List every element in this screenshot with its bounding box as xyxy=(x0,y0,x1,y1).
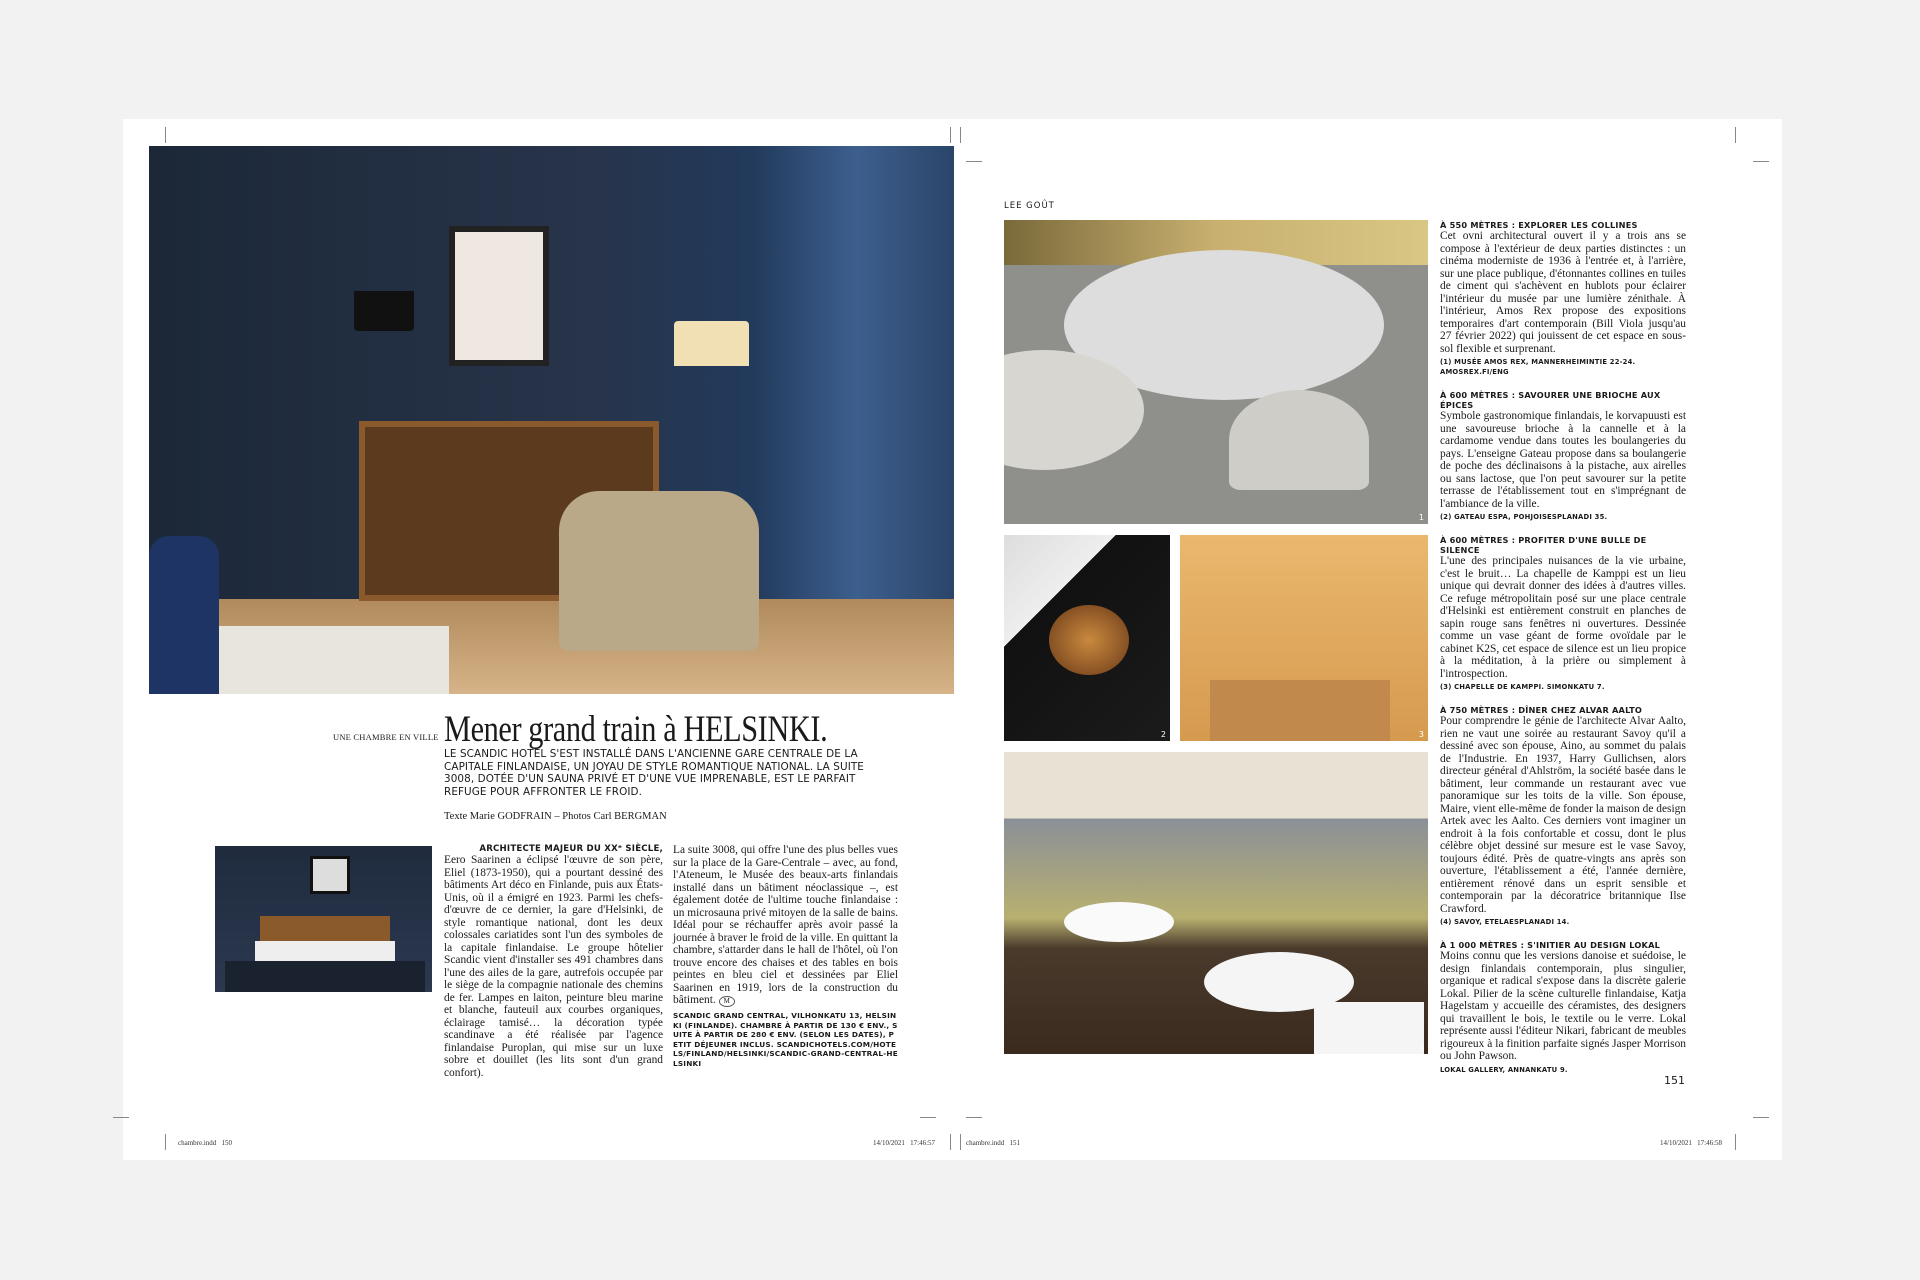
hotel-suite-photo xyxy=(149,146,954,694)
footer-file: chambre.indd 151 xyxy=(966,1139,1021,1147)
left-page xyxy=(123,119,960,1160)
section-info: LOKAL GALLERY, ANNANKATU 9. xyxy=(1440,1065,1568,1074)
addresses-column xyxy=(1440,220,1686,1088)
section-heading: À 750 MÈTRES : DÎNER CHEZ ALVAR AALTO xyxy=(1440,705,1643,715)
column-1 xyxy=(444,844,663,1079)
footer-date: 14/10/2021 17:46:58 xyxy=(1660,1139,1723,1147)
section-heading: À 600 MÈTRES : SAVOURER UNE BRIOCHE AUX ÉPICES xyxy=(1440,390,1661,410)
section-5 xyxy=(1440,940,1686,1075)
section-heading: À 1 000 MÈTRES : S'INITIER AU DESIGN LOKAL xyxy=(1440,940,1661,950)
column-1-text: Eero Saarinen a éclipsé l'œuvre de son père, Eliel (1873-1950), qui a pourtant dessiné des bâtiments Art déco en Finlande, puis aux États-Unis, où il a émigré en 1923. Parmi les chefs-d'œuvre de ce dernier, la gare d'Helsinki, de style romantique national, dont les deux colossales cariatides sont l'un des symboles de la capitale finlandaise. Le groupe hôtelier Scandic vient d'installer ses 491 chambres dans l'une des ailes de la gare, autrefois occupée par le siège de la compagnie nationale des chemins de fer. Lampes en laiton, peinture bleu marine et blanche, fauteuil aux courbes organiques, éclairage tamisé… la décoration typée scandinave a été réalisée par l'agence finlandaise Puroplan, qui mise sur un luxe sobre et douillet (les lits sont d'un grand confort). xyxy=(444,854,663,1079)
kamppi-chapel-photo xyxy=(1180,535,1428,741)
brioche-photo xyxy=(1004,535,1170,741)
section-text: L'une des principales nuisances de la vie urbaine, c'est le bruit… La chapelle de Kamppi est un lieu unique qui devrait donner des idées à d'autres villes. Ce refuge métropolitain posé sur une place centrale d'Helsinki est entièrement construit en planches de sapin rouge sans fenêtres ni ouvertures. Dessinée comme un vase géant de forme ovoïdale par le cabinet K2S, cet espace de silence est un lieu propice à la méditation, à la prière ou simplement à l'introspection. xyxy=(1440,555,1686,680)
section-1 xyxy=(1440,220,1686,377)
section-text: Cet ovni architectural ouvert il y a trois ans se compose à l'extérieur de deux parties distinctes : un cinéma moderniste de 1936 à l'entrée et, à l'arrière, sur une place publique, d'étonnantes collines en tuiles de ciment qui s'achèvent en hublots pour éclairer l'intérieur du musée par une lumière zénithale. À l'intérieur, Amos Rex propose des expositions temporaires d'art contemporain (Bill Viola jusqu'au 27 février 2022) qui jouissent de cet espace en sous-sol flexible et surprenant. xyxy=(1440,230,1686,355)
right-page xyxy=(960,119,1782,1160)
section-heading: À 550 MÈTRES : EXPLORER LES COLLINES xyxy=(1440,220,1638,230)
standfirst: LE SCANDIC HOTEL S'EST INSTALLÉ DANS L'ANCIENNE GARE CENTRALE DE LA CAPITALE FINLANDAISE, UN JOYAU DE STYLE ROMANTIQUE NATIONAL. LA SUITE 3008, DOTÉE D'UN SAUNA PRIVÉ ET D'UNE VUE IMPRENABLE, EST LE PARFAIT REFUGE POUR AFFRONTER LE FROID. xyxy=(444,748,864,798)
section-4 xyxy=(1440,705,1686,927)
section-info: (1) MUSÉE AMOS REX, MANNERHEIMINTIE 22-24. AMOSREX.FI/ENG xyxy=(1440,358,1636,376)
photo-number: 3 xyxy=(1418,730,1424,739)
section-info: (3) CHAPELLE DE KAMPPI. SIMONKATU 7. xyxy=(1440,683,1605,691)
section-3 xyxy=(1440,535,1686,692)
end-mark-icon: M xyxy=(719,996,735,1007)
section-text: Pour comprendre le génie de l'architecte Alvar Aalto, rien ne vaut une soirée au restaurant Savoy qu'il a dessiné avec son épouse, Aino, au sommet du palais de l'Industrie. En 1937, Harry Gullichsen, alors directeur général d'Ahlström, la société basée dans le bâtiment, leur commande un restaurant avec vue panoramique sur les toits de la ville. Son épouse, Maire, vient elle-même de fonder la maison de design Artek avec les Aalto. Ces derniers vont imaginer un endroit à la fois confortable et cossu, dont le plus célèbre objet dessiné sur mesure est le vase Savoy, toujours édité. Près de quatre-vingts ans après son ouverture, l'établissement a été, l'année dernière, entièrement rénové dans un esprit sensible et contemporain par la décoratrice britannique Ilse Crawford. xyxy=(1440,715,1686,915)
savoy-restaurant-photo xyxy=(1004,752,1428,1054)
footer-file: chambre.indd 150 xyxy=(178,1139,233,1147)
page-number: 151 xyxy=(1664,1074,1685,1087)
photo-number: 2 xyxy=(1160,730,1166,739)
section-label: LEE GOÛT xyxy=(1004,201,1055,211)
section-text: Symbole gastronomique finlandais, le korvapuusti est une savoureuse brioche à la cannelle et à la cardamome vendue dans toutes les boulangeries du pays. L'enseigne Gateau propose dans sa boulangerie de poche des déclinaisons à la pistache, aux airelles ou sans lactose, que l'on peut savourer sur la petite terrasse de l'établissement tout en s'imprégnant de l'ambiance de la ville. xyxy=(1440,410,1686,510)
section-text: Moins connu que les versions danoise et suédoise, le design finlandais contemporain, plus singulier, organique et radical s'expose dans la discrète galerie Lokal. Pilier de la scène culturelle finlandaise, Katja Hagelstam y accueille des céramistes, des designers qui travaillent le bois, le textile ou le verre. Lokal représente aussi l'éditeur Nikari, fabricant de meubles rigoureux à la finition parfaite signés Jasper Morrison ou John Pawson. xyxy=(1440,950,1686,1062)
photo-number: 4 xyxy=(1418,1043,1424,1052)
footer-date: 14/10/2021 17:46:57 xyxy=(873,1139,936,1147)
column-2 xyxy=(673,844,898,1068)
photo-number: 1 xyxy=(1418,513,1424,522)
section-info: (4) SAVOY, ETELAESPLANADI 14. xyxy=(1440,918,1570,926)
column-2-text: La suite 3008, qui offre l'une des plus belles vues sur la place de la Gare-Centrale – avec, au fond, l'Ateneum, le Musée des beaux-arts finlandais installé dans un bâtiment néoclassique –, est également dotée de l'ultime touche finlandaise : un microsauna privé mitoyen de la salle de bains. Idéal pour se réchauffer après avoir passé la journée à braver le froid de la ville. En quittant la chambre, s'attarder dans le hall de l'hôtel, où l'on trouve encore des chaises et des tables en bois peintes en bleu ciel et dessinées par Eliel Saarinen en 1919, lors de la construction du bâtiment. xyxy=(673,844,898,1006)
kicker: UNE CHAMBRE EN VILLE xyxy=(333,732,439,742)
section-2 xyxy=(1440,390,1686,522)
byline: Texte Marie GODFRAIN – Photos Carl BERGMAN xyxy=(444,811,667,822)
section-heading: À 600 MÈTRES : PROFITER D'UNE BULLE DE SILENCE xyxy=(1440,535,1647,555)
page-title: Mener grand train à HELSINKI. xyxy=(444,709,828,750)
section-info: (2) GATEAU ESPA, POHJOISESPLANADI 35. xyxy=(1440,513,1608,521)
hotel-info: SCANDIC GRAND CENTRAL, VILHONKATU 13, HELSINKI (FINLANDE). CHAMBRE À PARTIR DE 130 € ENV., SUITE À PARTIR DE 280 € ENV. (SELON LES DATES), PETIT DÉJEUNER INCLUS. SCANDICHOTELS.COM/HOTELS/FINLAND/HELSINKI/SCANDIC-GRAND-CENTRAL-HELSINKI xyxy=(673,1011,898,1068)
hotel-bedroom-photo xyxy=(215,846,432,992)
column-1-lead: ARCHITECTE MAJEUR DU XXᵉ SIÈCLE, xyxy=(479,844,663,854)
amos-rex-photo xyxy=(1004,220,1428,524)
